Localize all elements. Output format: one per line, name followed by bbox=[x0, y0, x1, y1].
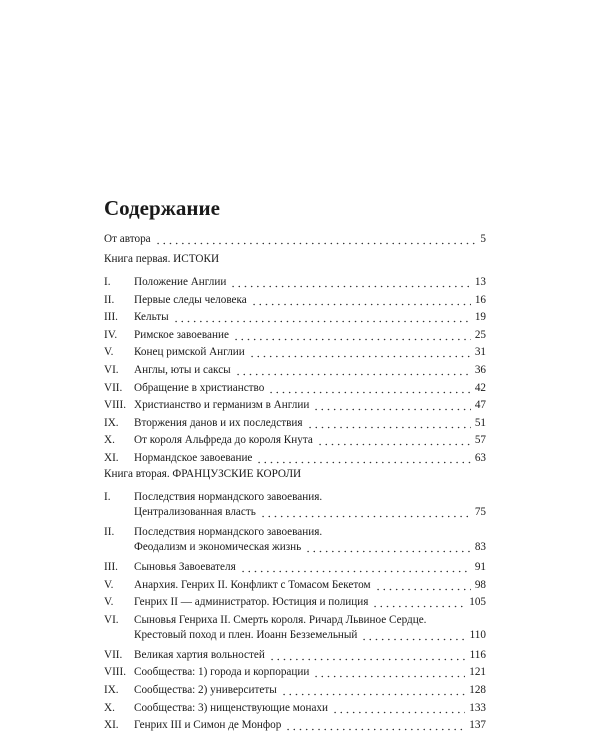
toc-entry-page: 83 bbox=[474, 541, 486, 553]
leader-dots bbox=[332, 702, 465, 715]
toc-entry[interactable] bbox=[104, 378, 486, 395]
toc-entry-page: 91 bbox=[474, 561, 486, 573]
toc-entry-title: Конец римской Англии bbox=[134, 346, 245, 359]
leader-dots bbox=[240, 561, 471, 574]
leader-dots bbox=[155, 233, 477, 246]
toc-entry-title: Обращение в христианство bbox=[134, 381, 265, 394]
toc-entry-page: 36 bbox=[474, 364, 486, 376]
chapter-number: VI. bbox=[104, 364, 119, 376]
toc-entry[interactable] bbox=[104, 325, 486, 342]
toc-entry-title-line1: Последствия нормандского завоевания. bbox=[134, 526, 323, 538]
toc-entry[interactable] bbox=[104, 307, 486, 324]
toc-entry-page: 110 bbox=[469, 628, 486, 641]
leader-dots bbox=[268, 382, 470, 395]
toc-entry[interactable] bbox=[104, 537, 486, 554]
leader-dots bbox=[285, 719, 465, 732]
toc-entry[interactable] bbox=[104, 645, 486, 662]
toc-entry[interactable] bbox=[104, 502, 486, 519]
toc-entry-page: 5 bbox=[480, 233, 486, 245]
chapter-number: VI. bbox=[104, 613, 119, 626]
leader-dots bbox=[313, 399, 470, 412]
toc-entry[interactable] bbox=[104, 625, 486, 642]
toc-entry-page: 121 bbox=[469, 666, 486, 679]
chapter-number: VII. bbox=[104, 381, 123, 394]
leader-dots bbox=[305, 541, 471, 554]
toc-entry-title: Великая хартия вольностей bbox=[134, 648, 265, 661]
toc-entry-page: 42 bbox=[474, 381, 486, 394]
chapter-number: VIII. bbox=[104, 666, 127, 679]
chapter-number: III. bbox=[104, 561, 118, 573]
toc-entry-title: Сообщества: 3) нищенствующие монахи bbox=[134, 701, 328, 714]
leader-dots bbox=[361, 629, 465, 642]
part-heading: Книга вторая. ФРАНЦУЗСКИЕ КОРОЛИ bbox=[104, 468, 302, 480]
toc-entry[interactable] bbox=[104, 557, 486, 574]
toc-entry-page: 133 bbox=[469, 701, 486, 714]
leader-dots bbox=[269, 649, 466, 662]
chapter-number: IV. bbox=[104, 328, 118, 341]
toc-entry-page: 47 bbox=[474, 399, 486, 412]
toc-entry-page: 57 bbox=[474, 434, 486, 447]
toc-entry[interactable] bbox=[104, 290, 486, 307]
page-title: Содержание bbox=[104, 196, 220, 220]
chapter-number: I. bbox=[104, 491, 111, 503]
toc-entry-title-line1: Сыновья Генриха II. Смерть короля. Ричард Львиное Сердце. bbox=[134, 613, 427, 626]
leader-dots bbox=[260, 506, 471, 519]
toc-entry-title-line1: Последствия нормандского завоевания. bbox=[134, 491, 323, 503]
toc-entry-title: Генрих III и Симон де Монфор bbox=[134, 719, 282, 732]
toc-entry-title: От короля Альфреда до короля Кнута bbox=[134, 434, 313, 447]
toc-entry[interactable] bbox=[104, 342, 486, 359]
part-heading: Книга первая. ИСТОКИ bbox=[104, 253, 220, 265]
toc-entry[interactable] bbox=[104, 395, 486, 412]
leader-dots bbox=[375, 579, 471, 592]
toc-entry[interactable] bbox=[104, 575, 486, 592]
toc-entry-page: 16 bbox=[474, 293, 486, 306]
toc-entry[interactable] bbox=[104, 413, 486, 430]
toc-entry-title: Первые следы человека bbox=[134, 293, 247, 306]
toc-entry-title: Анархия. Генрих II. Конфликт с Томасом Бекетом bbox=[134, 578, 371, 591]
toc-entry-page: 13 bbox=[474, 276, 486, 288]
toc-entry-title: Крестовый поход и плен. Иоанн Безземельный bbox=[134, 628, 358, 641]
toc-entry-title: Централизованная власть bbox=[134, 506, 256, 518]
toc-entry-title: Нормандское завоевание bbox=[134, 452, 253, 464]
toc-entry-page: 51 bbox=[474, 416, 486, 429]
toc-entry[interactable] bbox=[104, 448, 486, 465]
toc-entry-title: Сообщества: 1) города и корпорации bbox=[134, 666, 310, 679]
toc-entry-title: Христианство и германизм в Англии bbox=[134, 399, 310, 412]
toc-entry[interactable] bbox=[104, 680, 486, 697]
toc-entry-page: 31 bbox=[474, 346, 486, 359]
leader-dots bbox=[317, 434, 471, 447]
toc-entry-title: Кельты bbox=[134, 311, 169, 324]
chapter-number: IX. bbox=[104, 416, 119, 429]
toc-entry-title: Положение Англии bbox=[134, 276, 227, 288]
chapter-number: I. bbox=[104, 276, 111, 288]
toc-entry-title: Вторжения данов и их последствия bbox=[134, 416, 303, 429]
toc-entry-preface[interactable] bbox=[104, 229, 486, 246]
leader-dots bbox=[307, 417, 471, 430]
toc-entry[interactable] bbox=[104, 715, 486, 732]
toc-entry-title: Генрих II — администратор. Юстиция и полиция bbox=[134, 596, 369, 609]
toc-entry-page: 63 bbox=[474, 452, 486, 464]
toc-entry[interactable] bbox=[104, 430, 486, 447]
toc-entry-page: 75 bbox=[474, 506, 486, 518]
toc-entry-page: 25 bbox=[474, 328, 486, 341]
toc-entry[interactable] bbox=[104, 272, 486, 289]
toc-entry-title: Сообщества: 2) университеты bbox=[134, 684, 277, 696]
toc-entry-title: От автора bbox=[104, 233, 151, 245]
chapter-number: XI. bbox=[104, 452, 119, 464]
chapter-number: IX. bbox=[104, 684, 119, 696]
chapter-number: XI. bbox=[104, 719, 119, 732]
toc-entry[interactable] bbox=[104, 360, 486, 377]
toc-entry-page: 105 bbox=[469, 596, 486, 609]
chapter-number: III. bbox=[104, 311, 118, 324]
toc-entry[interactable] bbox=[104, 662, 486, 679]
leader-dots bbox=[233, 329, 471, 342]
leader-dots bbox=[281, 684, 465, 697]
chapter-number: VIII. bbox=[104, 399, 127, 412]
chapter-number: X. bbox=[104, 701, 115, 714]
leader-dots bbox=[235, 364, 471, 377]
toc-entry[interactable] bbox=[104, 698, 486, 715]
toc-entry-page: 19 bbox=[474, 311, 486, 324]
chapter-number: V. bbox=[104, 346, 114, 359]
chapter-number: X. bbox=[104, 434, 115, 447]
toc-entry-title: Англы, юты и саксы bbox=[134, 364, 231, 376]
chapter-number: II. bbox=[104, 526, 115, 538]
leader-dots bbox=[372, 596, 465, 609]
leader-dots bbox=[173, 311, 471, 324]
chapter-number: II. bbox=[104, 293, 115, 306]
chapter-number: VII. bbox=[104, 648, 123, 661]
toc-entry[interactable] bbox=[104, 592, 486, 609]
toc-entry-title: Сыновья Завоевателя bbox=[134, 561, 236, 573]
toc-entry-title: Римское завоевание bbox=[134, 328, 229, 341]
chapter-number: V. bbox=[104, 596, 114, 609]
leader-dots bbox=[251, 294, 471, 307]
toc-entry-page: 116 bbox=[469, 648, 486, 661]
chapter-number: V. bbox=[104, 578, 114, 591]
leader-dots bbox=[313, 666, 465, 679]
toc-entry-page: 137 bbox=[469, 719, 486, 732]
toc-entry-title: Феодализм и экономическая жизнь bbox=[134, 541, 302, 553]
leader-dots bbox=[249, 346, 471, 359]
leader-dots bbox=[230, 276, 470, 289]
toc-entry-page: 128 bbox=[469, 684, 486, 696]
leader-dots bbox=[256, 452, 470, 465]
toc-entry-page: 98 bbox=[474, 578, 486, 591]
